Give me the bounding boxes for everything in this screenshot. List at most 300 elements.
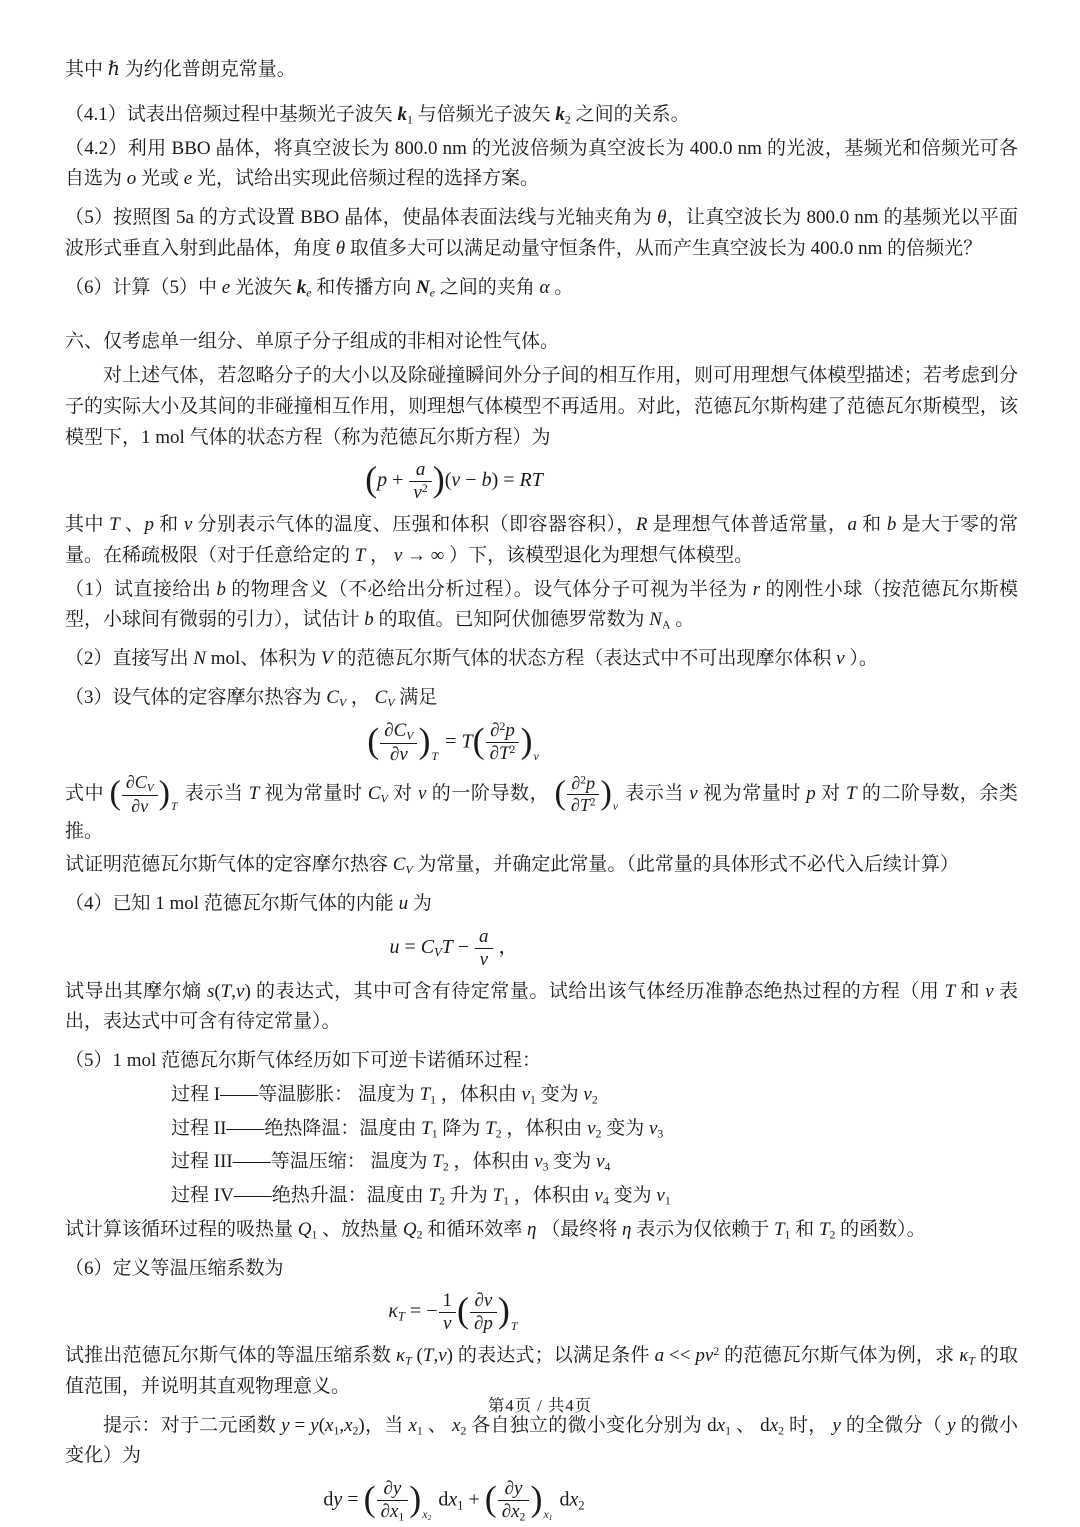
fraction-numerator xyxy=(122,772,158,795)
text-run: 升为 xyxy=(445,1185,493,1207)
text-run: RT xyxy=(519,469,543,492)
text-run: v xyxy=(534,1151,543,1173)
text-run: ， xyxy=(365,544,394,566)
text-run: 3 xyxy=(657,1127,664,1141)
text-run: V xyxy=(406,729,414,743)
text-run: 各自独立的微小变化分别为 d xyxy=(466,1414,717,1436)
text-run: ∂ xyxy=(490,720,500,742)
text-run: R xyxy=(635,514,648,536)
text-run: θ xyxy=(335,237,346,259)
paragraph xyxy=(65,1215,1018,1246)
text-run: ( xyxy=(214,980,221,1002)
text-run: C xyxy=(326,686,339,708)
paragraph xyxy=(171,1147,1018,1178)
text-run: T xyxy=(398,1310,405,1325)
big-paren: ) xyxy=(497,1290,510,1331)
text-run: 视为常量时 xyxy=(697,782,807,804)
text-run: 变为 xyxy=(535,1083,584,1105)
text-run: V xyxy=(321,648,333,670)
fraction-denominator xyxy=(439,1312,457,1335)
text-run: 变为 xyxy=(608,1185,657,1207)
fraction-denominator xyxy=(122,795,158,817)
fraction xyxy=(498,1478,530,1524)
text-run: ，让真空波长为 800.0 nm 的基频光以平面波形式垂直入射到此晶体，角度 xyxy=(65,207,1018,259)
text-run: = xyxy=(342,1488,364,1511)
text-run: T xyxy=(441,935,453,958)
text-run: + xyxy=(387,469,409,492)
big-paren: ) xyxy=(432,459,445,500)
fraction-numerator xyxy=(380,720,417,743)
text-run: T xyxy=(419,1083,431,1105)
paragraph xyxy=(65,510,1018,572)
text-run: η xyxy=(622,1218,632,1240)
text-run: V xyxy=(387,696,395,710)
text-run: 2 xyxy=(829,1228,836,1242)
text-run: 。 xyxy=(670,609,695,631)
text-run: 1 xyxy=(416,1424,423,1438)
text-run: , xyxy=(231,980,236,1002)
text-run: 2 xyxy=(421,482,428,496)
text-run: x xyxy=(422,1507,428,1522)
big-paren: ) xyxy=(530,1478,543,1519)
text-run: A xyxy=(661,618,671,632)
text-run: ∂v xyxy=(389,743,408,765)
text-run: V xyxy=(146,781,154,794)
text-run: T xyxy=(422,1345,434,1367)
text-run: V xyxy=(338,696,347,710)
text-run: 4 xyxy=(602,1194,609,1208)
fraction xyxy=(409,459,431,504)
page-footer: 第4页 / 共4页 xyxy=(487,1396,593,1415)
text-run: ∂T xyxy=(489,743,510,765)
big-paren: ) xyxy=(418,720,431,761)
text-run: Q xyxy=(402,1218,417,1240)
big-paren: ) xyxy=(520,720,533,761)
text-run: → ∞ ）下，该模型退化为理想气体模型。 xyxy=(402,544,754,566)
text-run: ，体积由 xyxy=(448,1151,535,1173)
text-run: 对上述气体，若忽略分子的大小以及除碰撞瞬间外分子间的相互作用，则可用理想气体模型描述；若考虑到分子的实际大小及其间的非碰撞相互作用，则理想气体模型不再适用。对此，范德瓦尔斯构建了范德瓦尔斯模型，该模型下，1 mol 气体的状态方程（称为范德瓦尔斯方程）为 xyxy=(65,365,1018,448)
text-run: v xyxy=(587,1117,596,1139)
paren-subscript xyxy=(533,749,538,763)
text-run: ∂ xyxy=(571,772,581,793)
text-run: 和 xyxy=(153,514,184,536)
text-run: p xyxy=(377,469,388,492)
text-run: ( xyxy=(411,1345,423,1367)
paragraph xyxy=(171,1181,1018,1212)
text-run: T xyxy=(944,980,956,1002)
text-run: T xyxy=(968,1354,975,1368)
text-run: b xyxy=(216,578,226,600)
big-paren: ) xyxy=(600,774,612,812)
text-run: 2 xyxy=(442,1160,449,1174)
text-run: , xyxy=(433,1345,439,1367)
text-run: 和 xyxy=(790,1218,819,1240)
text-run: 的取值范围，并说明其直观物理意义。 xyxy=(65,1345,1018,1397)
text-run: 1 xyxy=(664,1194,671,1208)
text-run: = − xyxy=(404,1300,438,1323)
text-run: x xyxy=(716,1414,726,1436)
text-run: T xyxy=(428,1185,440,1207)
text-run: x xyxy=(569,1488,579,1511)
text-run: 的微小变化）为 xyxy=(65,1414,1018,1467)
text-run: v xyxy=(417,782,427,804)
paragraph xyxy=(65,1254,1018,1285)
big-paren: ( xyxy=(554,774,566,812)
text-run: 1 xyxy=(784,1228,791,1242)
big-paren: ( xyxy=(365,459,378,500)
text-run: v xyxy=(836,648,845,670)
text-run: （6）定义等温压缩系数为 xyxy=(65,1257,284,1279)
text-run: 2 xyxy=(352,1424,359,1438)
text-run: e xyxy=(429,286,435,300)
text-run: （2）直接写出 xyxy=(65,648,194,670)
paragraph xyxy=(171,1080,1018,1111)
big-paren: ( xyxy=(109,774,121,812)
text-run: 的二阶导数，余类推。 xyxy=(65,782,1018,842)
text-run: （3）设气体的定容摩尔热容为 xyxy=(65,686,327,708)
fraction-numerator xyxy=(486,720,520,742)
text-run: 取值多大可以满足动量守恒条件，从而产生真空波长为 400.0 nm 的倍频光？ xyxy=(345,237,983,259)
text-run: ∂x xyxy=(380,1501,399,1523)
big-paren: ( xyxy=(484,1478,497,1519)
text-run: − xyxy=(452,935,475,958)
text-run: p xyxy=(585,772,595,793)
text-run: 4 xyxy=(604,1160,611,1174)
fraction xyxy=(439,1290,457,1335)
text-run: ) = xyxy=(491,469,520,492)
text-run: k xyxy=(397,103,408,125)
text-run: 变为 xyxy=(548,1151,597,1173)
paragraph xyxy=(65,850,1018,881)
text-run: 2 xyxy=(595,1127,602,1141)
big-paren: ( xyxy=(472,720,485,761)
text-run: 1 xyxy=(442,1290,452,1312)
text-run: v xyxy=(612,801,618,814)
text-run: 的范德瓦尔斯气体为例，求 xyxy=(719,1345,960,1367)
text-run: + xyxy=(463,1488,485,1511)
text-run: a xyxy=(415,459,426,481)
text-run: V xyxy=(405,863,413,877)
text-run: N xyxy=(415,276,430,298)
text-run: ，体积由 xyxy=(436,1083,522,1105)
text-run: T xyxy=(405,1354,412,1368)
text-run: v xyxy=(183,514,193,536)
text-run: 、 xyxy=(422,1414,452,1436)
text-run: 对 xyxy=(387,782,418,804)
text-run: = xyxy=(289,1414,311,1436)
text-run: e xyxy=(306,286,312,300)
text-run: v xyxy=(596,1151,605,1173)
text-run: ∂v xyxy=(131,795,149,816)
paragraph xyxy=(65,772,1018,848)
paren-subscript xyxy=(543,1507,552,1521)
text-run: = xyxy=(399,935,421,958)
text-run: 降为 xyxy=(437,1117,486,1139)
text-run: 2 xyxy=(427,1513,432,1523)
text-run: 试推出范德瓦尔斯气体的等温压缩系数 xyxy=(65,1345,396,1367)
text-run: 是理想气体普适常量， xyxy=(647,514,848,536)
text-run: （4）已知 1 mol 范德瓦尔斯气体的内能 xyxy=(65,893,399,915)
fraction-denominator xyxy=(498,1500,530,1524)
text-run: v xyxy=(451,469,461,492)
text-run: T xyxy=(220,980,232,1002)
fraction-numerator xyxy=(498,1478,530,1500)
fraction-numerator xyxy=(470,1290,497,1312)
paren-subscript xyxy=(422,1507,431,1521)
text-run: C xyxy=(420,935,435,958)
text-run: 2 xyxy=(580,774,586,787)
paragraph xyxy=(65,134,1018,196)
equation xyxy=(65,1478,1018,1524)
paragraph xyxy=(65,1046,1018,1077)
fraction-denominator xyxy=(567,794,600,816)
fraction xyxy=(380,720,417,766)
text-run: 、 d xyxy=(730,1414,770,1436)
text-run: 1 xyxy=(530,1093,536,1107)
text-run: （5）1 mol 范德瓦尔斯气体经历如下可逆卡诺循环过程： xyxy=(65,1050,542,1072)
paragraph xyxy=(65,327,1018,358)
fraction-denominator xyxy=(380,743,417,766)
text-run: y xyxy=(947,1414,956,1436)
text-run: 的刚性小球（按范德瓦尔斯模型，小球间有微弱的引力），试估计 xyxy=(65,578,1018,631)
text-run: 是大于零的常量。在稀疏极限（对于任意给定的 xyxy=(65,514,1018,566)
text-run: 的函数）。 xyxy=(835,1218,926,1240)
text-run: 为约化普朗克常量。 xyxy=(120,59,296,80)
text-run: 2 xyxy=(578,1498,585,1513)
text-run: V xyxy=(380,792,388,805)
text-run: p xyxy=(144,514,154,536)
fraction xyxy=(122,772,158,817)
text-run: 过程 I——等温膨胀： 温度为 xyxy=(171,1083,420,1105)
fraction xyxy=(377,1478,409,1524)
text-run: T xyxy=(818,1218,830,1240)
text-run: r xyxy=(752,578,761,600)
text-run: ∂x xyxy=(501,1501,520,1523)
text-run: 和 xyxy=(856,514,887,536)
text-run: ) 的表达式，其中可含有待定常量。试给出该气体经历准静态绝热过程的方程（用 xyxy=(244,980,945,1002)
text-run: T xyxy=(248,782,260,804)
text-run: )，当 xyxy=(358,1414,409,1436)
text-run: C xyxy=(392,854,406,876)
paragraph xyxy=(65,361,1018,453)
text-run: x xyxy=(769,1414,779,1436)
fraction-denominator xyxy=(475,948,493,971)
text-run: p xyxy=(505,720,515,742)
text-run: κ xyxy=(388,1300,399,1323)
fraction xyxy=(486,720,520,765)
fraction-numerator xyxy=(475,926,493,948)
text-run: 1 xyxy=(431,1127,438,1141)
paren-subscript xyxy=(511,1319,518,1333)
text-run: mol、体积为 xyxy=(205,648,322,670)
text-run: 的物理含义（不必给出分析过程）。设气体分子可视为半径为 xyxy=(226,578,753,600)
text-run: 和 xyxy=(955,980,986,1002)
text-run: κ xyxy=(395,1345,406,1367)
text-run: 过程 II——绝热降温：温度由 xyxy=(171,1117,422,1139)
text-run: 过程 IV——绝热升温：温度由 xyxy=(171,1185,429,1207)
text-run: v xyxy=(648,1117,658,1139)
paragraph xyxy=(65,1411,1018,1473)
text-run: α xyxy=(539,276,550,298)
text-run: ，体积由 xyxy=(509,1185,595,1207)
text-run: 1 xyxy=(311,1228,318,1242)
text-run: y xyxy=(281,1414,290,1436)
text-run: 2 xyxy=(509,743,516,757)
text-run: ∂T xyxy=(570,794,590,815)
text-run: 2 xyxy=(591,1093,598,1107)
text-run: u xyxy=(398,893,409,915)
text-run: 六、仅考虑单一组分、单原子分子组成的非相对论性气体。 xyxy=(65,331,560,353)
text-run: T xyxy=(485,1117,496,1139)
text-run: 2 xyxy=(589,796,596,809)
text-run: T xyxy=(461,730,473,753)
document-content xyxy=(65,52,1018,1527)
text-run: , xyxy=(339,1414,345,1436)
text-run: y xyxy=(333,1488,343,1511)
text-run: Q xyxy=(297,1218,312,1240)
text-run: 、 xyxy=(119,514,145,536)
text-run: （5）按照图 5a 的方式设置 BBO 晶体，使晶体表面法线与光轴夹角为 xyxy=(65,207,658,229)
text-run: N xyxy=(649,609,662,631)
text-run: 2 xyxy=(439,1194,446,1208)
text-run: ∂C xyxy=(125,771,147,792)
text-run: v xyxy=(533,748,539,763)
text-run: ( xyxy=(318,1414,326,1436)
text-run: x xyxy=(344,1414,353,1436)
text-run: d xyxy=(433,1488,449,1511)
text-run: ) 的表达式；以满足条件 xyxy=(446,1345,655,1367)
text-run: ∂y xyxy=(383,1478,402,1500)
text-run: 试证明范德瓦尔斯气体的定容摩尔热容 xyxy=(65,854,393,876)
text-run: 为常量，并确定此常量。（此常量的具体形式不必代入后续计算） xyxy=(412,854,959,876)
text-run: （1）试直接给出 xyxy=(65,578,217,600)
paren-subscript xyxy=(171,801,177,813)
text-run: 式中 xyxy=(65,782,110,804)
text-run: v xyxy=(583,1083,592,1105)
text-run: ）。 xyxy=(844,648,878,670)
paragraph xyxy=(65,203,1018,265)
text-run: v xyxy=(594,1185,603,1207)
text-run: 提示：对于二元函数 xyxy=(103,1414,282,1436)
text-run: − xyxy=(460,469,482,492)
paren-subscript xyxy=(613,801,618,813)
text-run: a xyxy=(847,514,857,536)
big-paren: ) xyxy=(158,774,171,812)
text-run: 变为 xyxy=(601,1117,649,1139)
text-run: d xyxy=(323,1488,334,1511)
text-run: （4.2）利用 BBO 晶体，将真空波长为 800.0 nm 的光波倍频为真空波长为 400.0 nm 的光波，基频光和倍频光可各自选为 xyxy=(65,137,1018,190)
text-run: d xyxy=(554,1488,570,1511)
text-run: 1 xyxy=(503,1194,510,1208)
text-run: x xyxy=(452,1414,461,1436)
fraction-denominator xyxy=(377,1500,409,1524)
text-run: e xyxy=(221,276,231,298)
text-run: u xyxy=(389,935,400,958)
text-run: s xyxy=(206,980,215,1002)
text-run: 2 xyxy=(416,1228,423,1242)
text-run: v xyxy=(689,782,698,804)
text-run: v xyxy=(438,1345,447,1367)
text-run: 2 xyxy=(778,1424,785,1438)
text-run: y xyxy=(310,1414,319,1436)
paragraph xyxy=(65,683,1018,714)
text-run: x xyxy=(543,1507,549,1522)
text-run: v xyxy=(479,948,489,970)
text-run: v xyxy=(443,1313,452,1335)
text-run: ∂C xyxy=(384,719,407,741)
text-run: η xyxy=(527,1218,537,1240)
text-run: 试导出其摩尔熵 xyxy=(65,980,207,1002)
text-run: 1 xyxy=(430,1093,437,1107)
fraction xyxy=(567,773,600,816)
text-run: 的范德瓦尔斯气体的状态方程（表达式中不可出现摩尔体积 xyxy=(332,648,837,670)
text-run: 1 xyxy=(333,1424,340,1438)
text-run: V xyxy=(434,945,442,960)
text-run: 表示为仅依赖于 xyxy=(631,1218,774,1240)
text-run: N xyxy=(193,648,206,670)
paragraph xyxy=(65,889,1018,920)
text-run: 和传播方向 xyxy=(311,276,416,298)
text-run: （最终将 xyxy=(536,1218,622,1240)
fraction xyxy=(475,926,493,971)
text-run: b xyxy=(364,609,374,631)
text-run: 过程 III——等温压缩： 温度为 xyxy=(171,1151,433,1173)
text-run: T xyxy=(109,514,120,536)
text-run: 满足 xyxy=(394,686,438,708)
text-run: x xyxy=(448,1488,458,1511)
fraction-numerator xyxy=(439,1290,457,1312)
text-run: 之间的关系。 xyxy=(570,103,690,125)
text-run: ℏ xyxy=(107,59,121,80)
equation xyxy=(65,720,1018,766)
text-run: 视为常量时 xyxy=(259,782,368,804)
paragraph xyxy=(65,977,1018,1039)
text-run: ∂y xyxy=(504,1478,523,1500)
text-run: T xyxy=(510,1318,518,1333)
text-run: 、放热量 xyxy=(317,1218,403,1240)
text-run: T xyxy=(431,748,439,763)
text-run: 光，试给出实现此倍频过程的选择方案。 xyxy=(192,168,539,190)
text-run: b xyxy=(886,514,897,536)
text-run: x xyxy=(408,1414,417,1436)
text-run: ∂v xyxy=(474,1290,493,1312)
text-run: 为 xyxy=(408,893,432,915)
text-run: 之间的夹角 xyxy=(434,276,540,298)
text-run: ， xyxy=(493,935,519,958)
fraction-denominator xyxy=(486,742,520,765)
text-run: a xyxy=(654,1345,665,1367)
text-run: 光波矢 xyxy=(230,276,297,298)
paren-subscript xyxy=(431,749,438,763)
text-run: T xyxy=(354,544,366,566)
text-run: b xyxy=(481,469,492,492)
text-run: θ xyxy=(657,207,667,229)
text-run: v xyxy=(985,980,994,1002)
text-run: 1 xyxy=(457,1498,464,1513)
text-run: 和循环效率 xyxy=(422,1218,528,1240)
big-paren: ) xyxy=(409,1478,422,1519)
fraction-numerator xyxy=(409,459,431,481)
big-paren: ( xyxy=(363,1478,376,1519)
fraction-denominator xyxy=(409,481,431,504)
paragraph xyxy=(65,273,1018,304)
paragraph xyxy=(65,100,1018,131)
text-run: ， xyxy=(346,686,375,708)
text-run: 其中 xyxy=(65,514,110,536)
text-run: T xyxy=(492,1185,504,1207)
text-run: 的全微分（ xyxy=(840,1414,948,1436)
text-run: T xyxy=(432,1151,443,1173)
